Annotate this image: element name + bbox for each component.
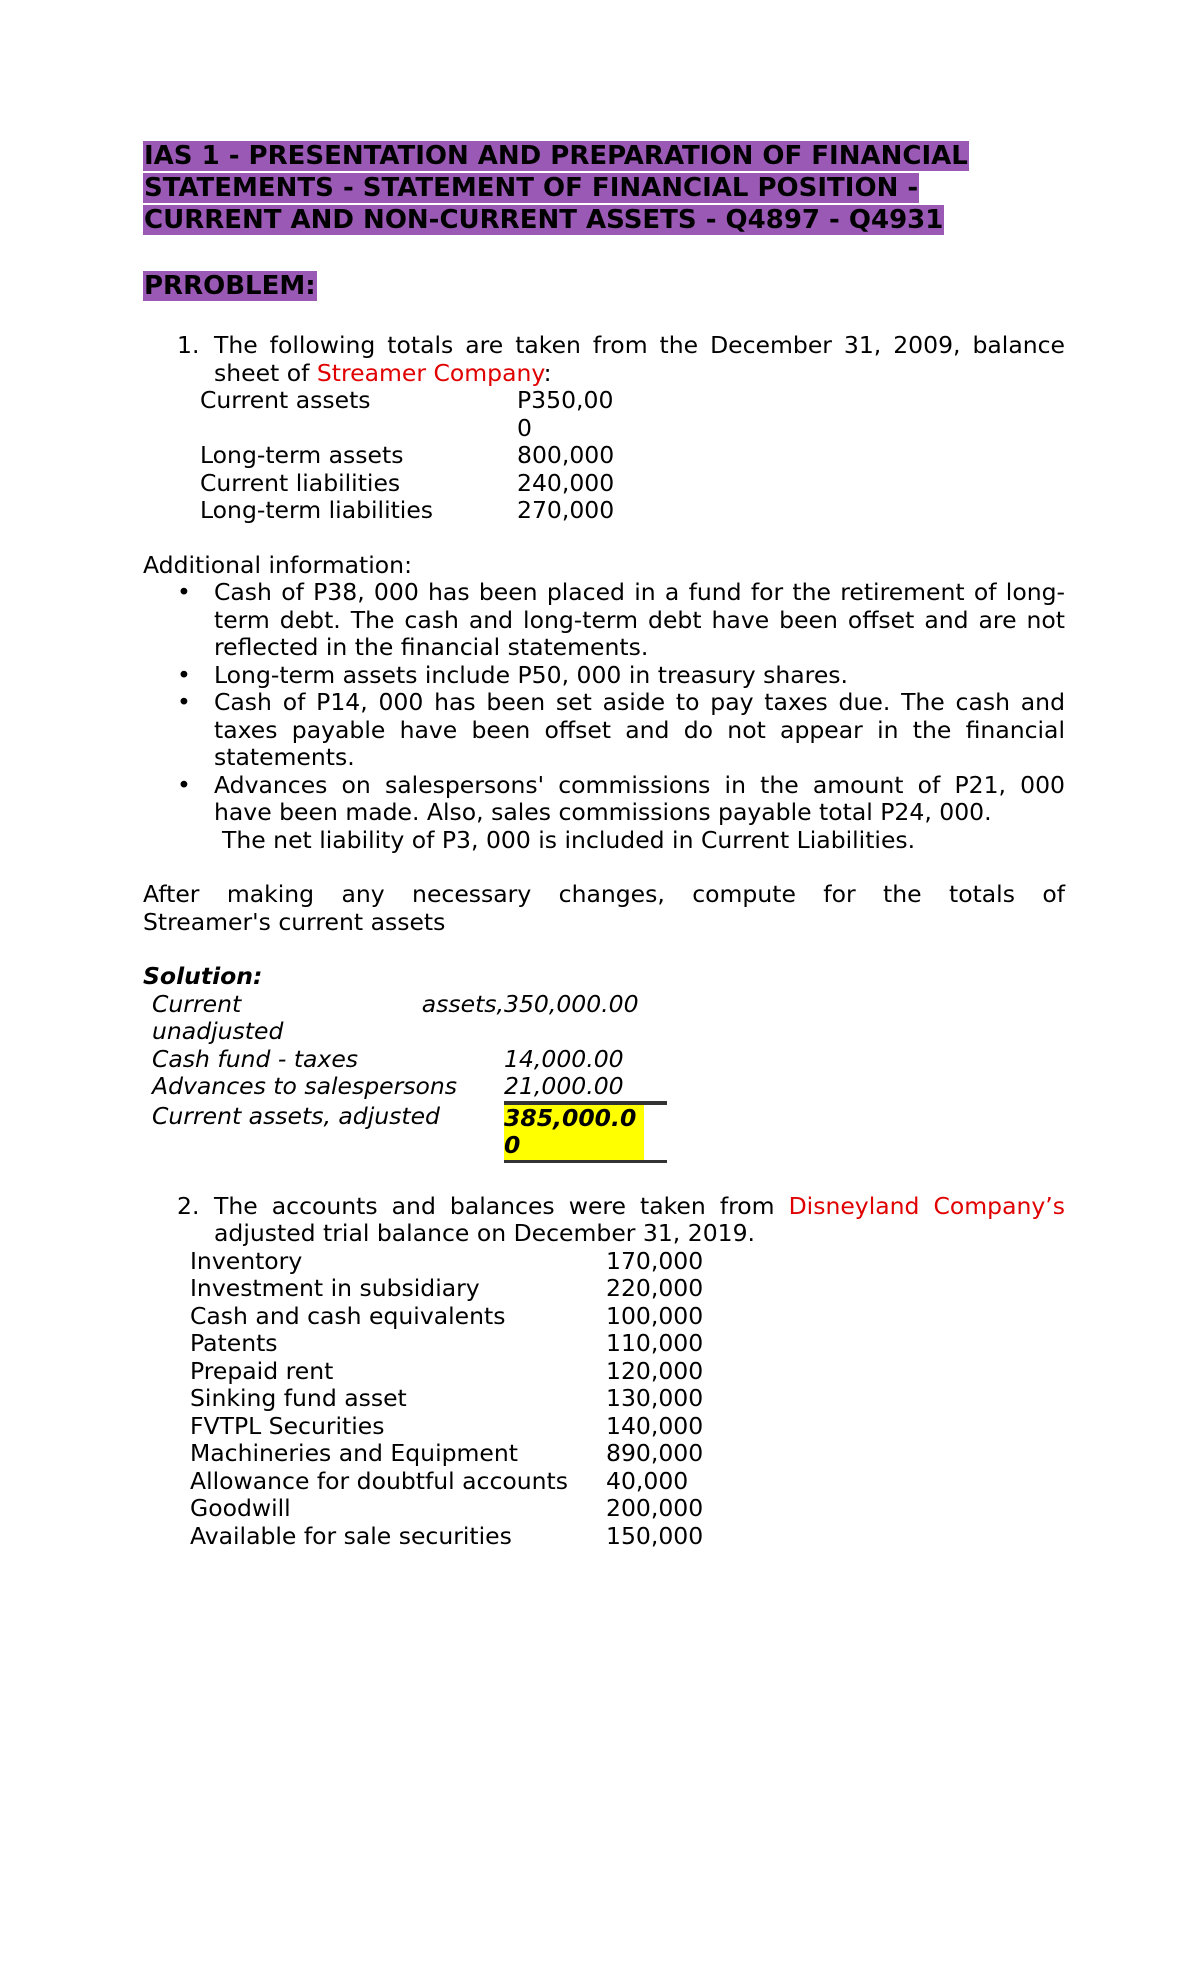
solution-total-value: 385,000.00 — [504, 1103, 667, 1163]
question-text: After making any necessary changes, compute for the totals of Streamer's current assets — [143, 880, 1065, 936]
account-label: Investment in subsidiary — [190, 1274, 480, 1302]
solution-row-label: Cash fund - taxes — [152, 1044, 359, 1073]
problem-2-statement: 2. The accounts and balances were taken from Disneyland Company’s adjusted trial balance on December 31, 2019. — [177, 1191, 1066, 1247]
additional-info-heading: Additional information: — [143, 550, 412, 579]
title-line-2: STATEMENTS - STATEMENT OF FINANCIAL POSITION - — [144, 173, 919, 203]
solution-heading: Solution: — [143, 962, 263, 990]
additional-info-list — [143, 579, 1065, 854]
account-label: Allowance for doubtful accounts — [190, 1466, 569, 1495]
solution-row-value: 21,000.00 — [504, 1073, 667, 1103]
account-label: Patents — [190, 1329, 278, 1357]
bullet-icon: • — [177, 660, 191, 689]
account-value: 40,000 — [606, 1466, 689, 1495]
account-label: Inventory — [190, 1246, 303, 1275]
company-name-streamer: Streamer Company — [316, 358, 544, 387]
solution-row-label: Advances to salespersons — [152, 1072, 458, 1100]
row-value: 800,000 — [517, 441, 615, 469]
problem-heading: PRROBLEM: — [144, 271, 316, 301]
account-value: 890,000 — [606, 1439, 704, 1467]
row-label: Long-term liabilities — [200, 496, 434, 524]
trial-balance-accounts — [190, 1248, 1065, 1551]
account-value: 200,000 — [606, 1494, 704, 1522]
list-item: • Advances on salespersons' commissions in the amount of P21, 000 have been made. Also, sales commissions payable total P24, 000. The net liability of P3, 000 is included in Current Liabilities. — [177, 770, 1065, 854]
document-title — [143, 140, 1065, 236]
account-label: Machineries and Equipment — [190, 1439, 518, 1467]
bullet-icon: • — [177, 770, 191, 799]
list-item: • Cash of P38, 000 has been placed in a fund for the retirement of long-term debt. The cash and long-term debt have been offset and are not reflected in the financial statements. — [177, 578, 1065, 661]
account-value: 130,000 — [606, 1384, 704, 1412]
title-line-3: CURRENT AND NON-CURRENT ASSETS - Q4897 - Q4931 — [144, 205, 944, 235]
bullet-icon: • — [177, 578, 191, 606]
account-value: 140,000 — [606, 1411, 704, 1440]
balance-sheet-totals — [200, 387, 1065, 525]
solution-row-label: Current assets, unadjusted — [152, 989, 504, 1045]
solution-total-label: Current assets, adjusted — [152, 1101, 440, 1130]
row-label: Current assets — [200, 386, 371, 414]
row-value: P350,000 — [517, 386, 614, 442]
account-label: Prepaid rent — [190, 1356, 334, 1385]
solution-table — [152, 991, 1065, 1163]
account-label: Sinking fund asset — [190, 1384, 407, 1412]
list-item: • Cash of P14, 000 has been set aside to pay taxes due. The cash and taxes payable have been offset and do not appear in the financial statements. — [177, 688, 1065, 771]
company-name-disneyland: Disneyland Company’s — [788, 1191, 1066, 1220]
account-value: 110,000 — [606, 1329, 704, 1357]
account-value: 220,000 — [606, 1274, 704, 1302]
row-value: 240,000 — [517, 468, 615, 497]
account-label: Goodwill — [190, 1494, 291, 1522]
account-label: FVTPL Securities — [190, 1411, 385, 1440]
row-label: Current liabilities — [200, 468, 401, 497]
account-value: 120,000 — [606, 1356, 704, 1385]
row-value: 270,000 — [517, 496, 615, 524]
account-value: 100,000 — [606, 1301, 704, 1330]
problem-2-number: 2. — [177, 1191, 200, 1220]
solution-row-value: 350,000.00 — [504, 989, 639, 1018]
row-label: Long-term assets — [200, 441, 404, 469]
account-label: Cash and cash equivalents — [190, 1301, 506, 1330]
bullet-icon: • — [177, 688, 191, 716]
list-item: • Long-term assets include P50, 000 in treasury shares. — [177, 660, 848, 689]
solution-row-value: 14,000.00 — [504, 1044, 624, 1073]
account-value: 150,000 — [606, 1521, 704, 1550]
title-line-1: IAS 1 - PRESENTATION AND PREPARATION OF FINANCIAL — [144, 141, 968, 171]
document-page — [143, 140, 1065, 1550]
problem-1-statement: 1. The following totals are taken from the December 31, 2009, balance sheet of Streamer Company: — [177, 331, 1065, 387]
problem-1-number: 1. — [177, 331, 200, 359]
account-label: Available for sale securities — [190, 1521, 512, 1550]
account-value: 170,000 — [606, 1246, 704, 1275]
